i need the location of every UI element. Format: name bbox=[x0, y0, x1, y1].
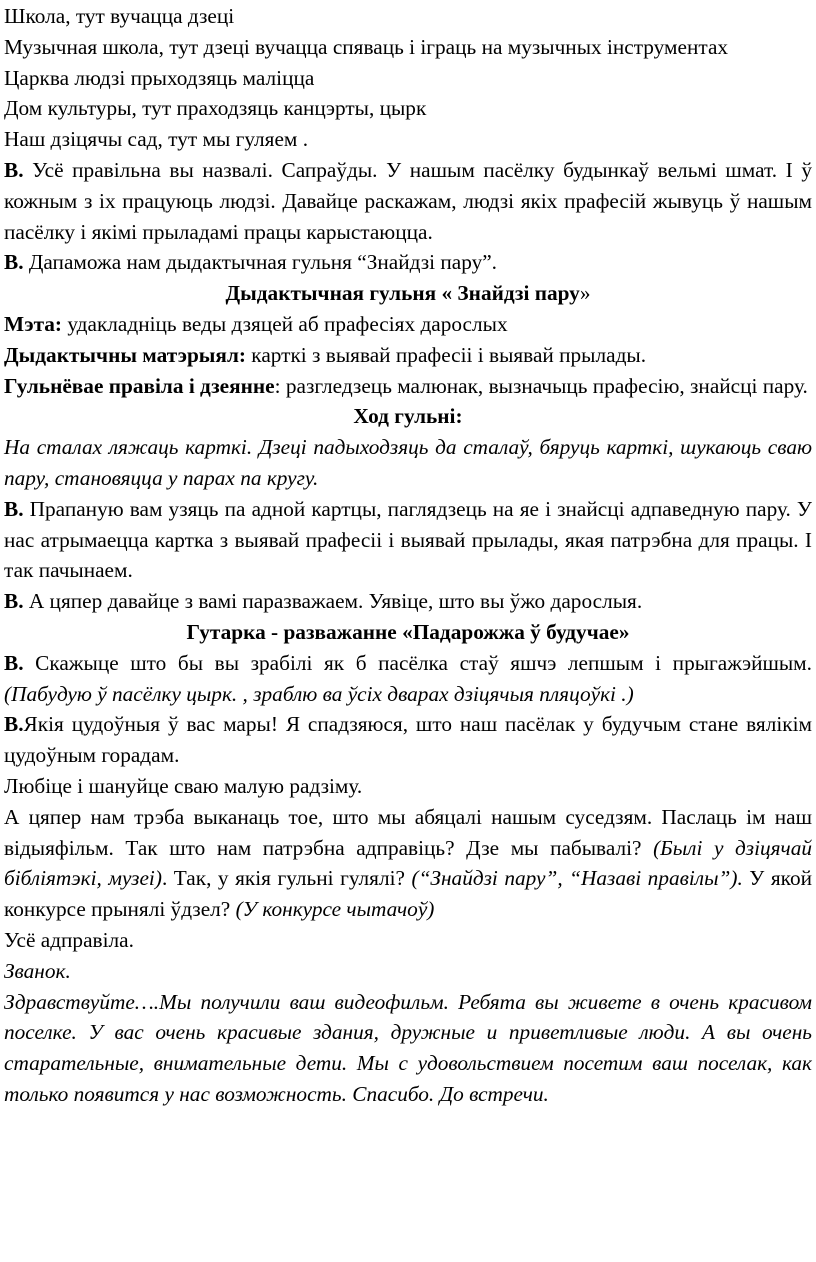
teacher-remark-3 bbox=[4, 494, 812, 586]
teacher-remark-6 bbox=[4, 709, 812, 771]
paragraph-text: . Так, у якія гульні гулялі? bbox=[161, 866, 412, 891]
game-rules bbox=[4, 371, 812, 402]
aim-label: Мэта: bbox=[4, 311, 63, 336]
game-aim bbox=[4, 309, 812, 340]
line-church: Царква людзі прыходзяць маліцца bbox=[4, 65, 315, 90]
speaker-label: В. bbox=[4, 712, 24, 737]
love-homeland-line: Любіце і шануйце сваю малую радзіму. bbox=[4, 773, 363, 798]
game-progress-heading: Ход гульні: bbox=[353, 404, 463, 429]
game-heading bbox=[4, 278, 812, 309]
remark-text: А цяпер давайце з вамі паразважаем. Уявіце, што вы ўжо дарослыя. bbox=[23, 589, 643, 614]
game-heading-text: Дыдактычная гульня « Знайдзі пару bbox=[225, 281, 580, 306]
remark-text: Скажыце што бы вы зрабілі як б пасёлка стаў яшчэ лепшым і прыгажэйшым. bbox=[23, 650, 812, 675]
speaker-label: В. bbox=[4, 250, 24, 275]
line-kindergarten: Наш дзіцячы сад, тут мы гуляем . bbox=[4, 127, 309, 152]
remark-italic: (Пабудую ў пасёлку цырк. , зраблю ва ўсіх дварах дзіцячыя пляцоўкі .) bbox=[4, 681, 634, 706]
remark-text: Дапаможа нам дыдактычная гульня “Знайдзі пару”. bbox=[23, 250, 498, 275]
line-school: Школа, тут вучацца дзеці bbox=[4, 4, 235, 28]
paragraph-italic: (“Знайдзі пару”, “Назаві правілы”). bbox=[411, 866, 743, 891]
game-material bbox=[4, 340, 812, 371]
aim-text: удакладніць веды дзяцей аб прафесіях дарослых bbox=[62, 311, 508, 336]
game-heading-quote: » bbox=[579, 281, 591, 306]
video-letter-paragraph bbox=[4, 802, 812, 925]
game-description: На сталах ляжаць карткі. Дзеці падыходзяць да сталаў, бяруць карткі, шукаюць сваю пару, становяцца у парах па кругу. bbox=[4, 435, 812, 490]
remark-text: Усё правільна вы назвалі. Сапраўды. У нашым пасёлку будынкаў вельмі шмат. І ў кожным з іх працуюць людзі. Давайце раскажам, людзі якіх прафесій жывуць ў нашым пасёлку і якімі прыладамі працы карыстаюцца. bbox=[4, 157, 812, 244]
rules-text: : разгледзець малюнак, вызначыць прафесію, знайсці пару. bbox=[274, 373, 808, 398]
conversation-heading: Гутарка - разважанне «Падарожжа ў будучае» bbox=[186, 619, 630, 644]
reply-letter: Здравствуйте….Мы получили ваш видеофильм. Ребята вы живете в очень красивом поселке. У вас очень красивые здания, дружные и приветливые люди. А вы очень старательные, внимательные дети. Мы с удовольствием посетим ваш поселак, как только появится у нас возможность. Спасибо. До встречи. bbox=[4, 989, 812, 1106]
material-label: Дыдактычны матэрыял: bbox=[4, 342, 246, 367]
paragraph-text: А цяпер нам трэба выканаць тое, што мы абяцалі нашым суседзям. Паслаць ім наш відыяфільм. Так што нам патрэбна адправіць? Дзе мы пабывалі? bbox=[4, 804, 812, 860]
paragraph-italic: (У конкурсе чытачоў) bbox=[235, 897, 435, 922]
teacher-remark-2 bbox=[4, 247, 812, 278]
material-text: карткі з выявай прафесіі і выявай прылады. bbox=[245, 342, 647, 367]
teacher-remark-5 bbox=[4, 648, 812, 710]
speaker-label: В. bbox=[4, 650, 24, 675]
remark-text: Прапаную вам узяць па адной картцы, паглядзець на яе і знайсці адпаведную пару. У нас атрымаецца картка з выявай прафесіі і выявай прылады, якая патрэбна для працы. І так пачынаем. bbox=[4, 496, 812, 583]
speaker-label: В. bbox=[4, 496, 24, 521]
remark-text: Якія цудоўныя ў вас мары! Я спадзяюся, што наш пасёлак у будучым стане вялікім цудоўным горадам. bbox=[4, 712, 812, 768]
speaker-label: В. bbox=[4, 157, 24, 182]
teacher-remark-4 bbox=[4, 586, 812, 617]
line-music-school: Музычная школа, тут дзеці вучацца спяваць і іграць на музычных інструментах bbox=[4, 34, 729, 59]
paragraph-italic: (Былі у дзіцячай бібліятэкі, музеі) bbox=[4, 835, 812, 891]
paragraph-text: У якой конкурсе прынялі ўдзел? bbox=[4, 866, 812, 922]
speaker-label: В. bbox=[4, 589, 24, 614]
teacher-remark-1 bbox=[4, 155, 812, 247]
sent-line: Усё адправіла. bbox=[4, 927, 134, 952]
phone-call-line: Званок. bbox=[4, 958, 71, 983]
rules-label: Гульнёвае правіла і дзеянне bbox=[4, 373, 275, 398]
line-culture-house: Дом культуры, тут праходзяць канцэрты, цырк bbox=[4, 96, 427, 121]
